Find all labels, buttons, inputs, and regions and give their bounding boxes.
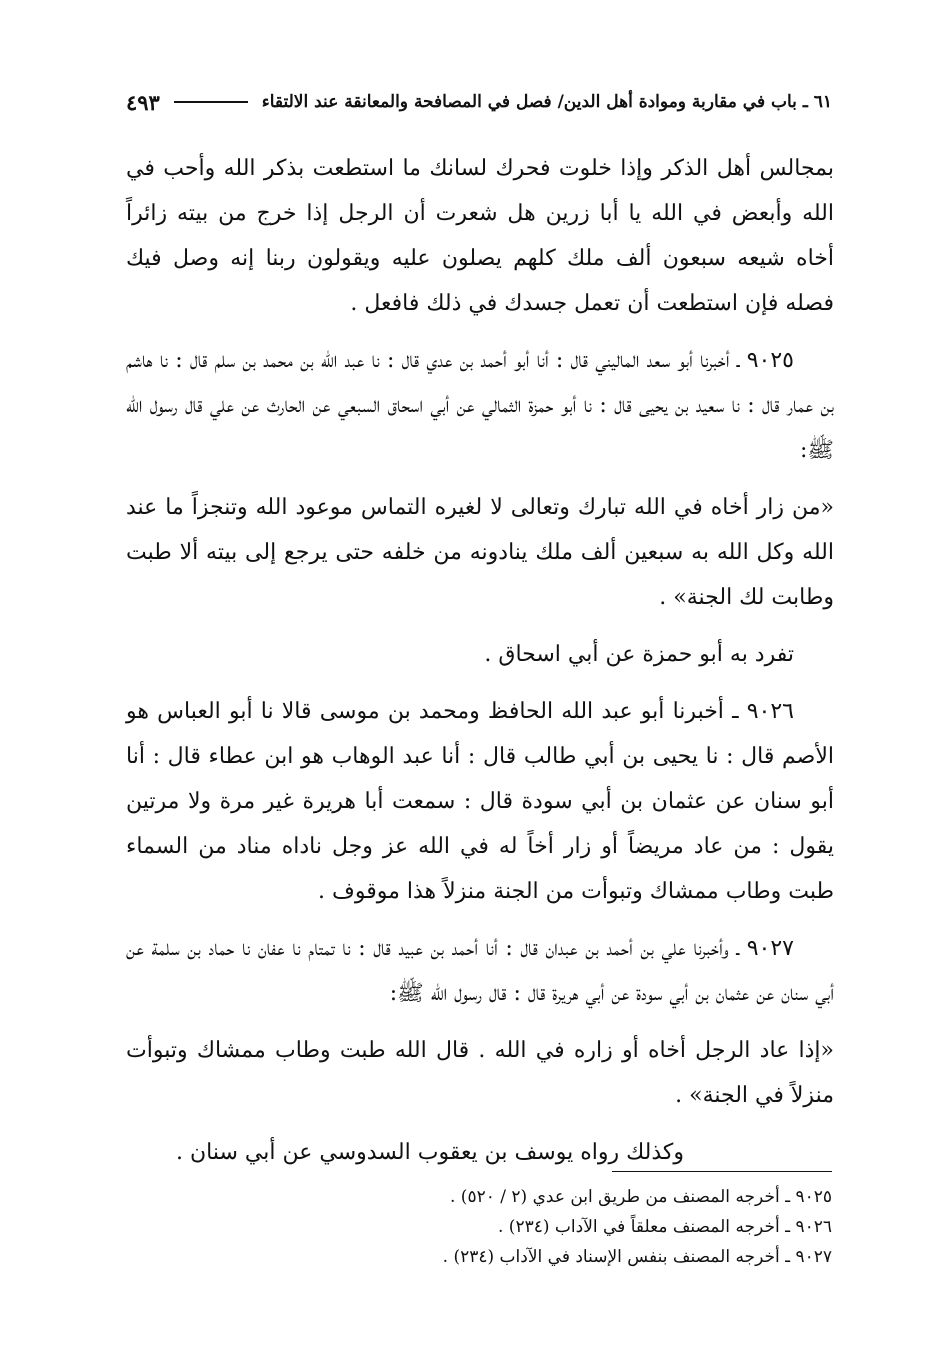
hadith-9026: ٩٠٢٦ ـ أخبرنا أبو عبد الله الحافظ ومحمد بن موسى قالا نا أبو العباس هو الأصم قال : نا يحيى بن أبي طالب قال : أنا عبد الوهاب هو ابن عطاء قال : أنا أبو سنان عن عثمان بن أبي سودة قال : سمعت أبا هريرة غير مرة ولا مرتين يقول : من عاد مريضاً أو زار أخاً له في الله عز وجل ناداه مناد من السماء طبت وطاب ممشاك وتبوأت من الجنة منزلاً هذا موقوف . (126, 699, 834, 904)
paragraph-continuation: بمجالس أهل الذكر وإذا خلوت فحرك لسانك ما استطعت بذكر الله وأحب في الله وأبعض في الله يا أبا زرين هل شعرت أن الرجل إذا خرج من بيته زائراً أخاه شيعه سبعون ألف ملك كلهم يصلون عليه ويقولون ربنا إنه وصل فيك فصله فإن استطعت أن تعمل جسدك في ذلك فافعل . (126, 156, 834, 316)
page-number: ٤٩٣ (126, 89, 160, 115)
hadith-9025-note: تفرد به أبو حمزة عن أبي اسحاق . (484, 642, 794, 667)
main-text (126, 146, 834, 1187)
running-head-title: ٦١ ـ باب في مقاربة وموادة أهل الدين/ فصل في المصافحة والمعانقة عند الالتقاء (261, 92, 832, 112)
hadith-9027-note: وكذلك رواه يوسف بن يعقوب السدوسي عن أبي سنان . (176, 1140, 684, 1165)
footnote-9025: ٩٠٢٥ ـ أخرجه المصنف من طريق ابن عدي (٢ / ٥٢٠) . (450, 1187, 832, 1207)
hadith-9027-isnad: ٩٠٢٧ ـ وأخبرنا علي بن أحمد بن عبدان قال : أنا أحمد بن عبيد قال : نا تمتام نا عفان نا حماد بن سلمة عن أبي سنان عن عثمان بن أبي سودة عن أبي هريرة قال : قال رسول الله ﷺ: (126, 936, 834, 1006)
footnote-divider (612, 1171, 832, 1172)
running-head-rule (174, 101, 248, 103)
hadith-9025-matn: «من زار أخاه في الله تبارك وتعالى لا لغيره التماس موعود الله وتنجزاً ما عند الله وكل الله به سبعين ألف ملك ينادونه من خلفه حتى يرجع إلى بيته ألا طبت وطابت لك الجنة» . (126, 495, 834, 610)
hadith-9025-isnad: ٩٠٢٥ ـ أخبرنا أبو سعد الماليني قال : أنا أبو أحمد بن عدي قال : نا عبد الله بن محمد بن سلم قال : نا هاشم بن عمار قال : نا سعيد بن يحيى قال : نا أبو حمزة الثمالي عن أبي اسحاق السبعي عن الحارث عن علي قال رسول الله ﷺ: (126, 348, 834, 463)
running-head (126, 86, 832, 118)
footnote-9026: ٩٠٢٦ ـ أخرجه المصنف معلقاً في الآداب (٢٣٤) . (498, 1217, 832, 1237)
footnote-9027: ٩٠٢٧ ـ أخرجه المصنف بنفس الإسناد في الآداب (٢٣٤) . (442, 1247, 832, 1267)
footnotes (132, 1182, 832, 1272)
hadith-9027-matn: «إذا عاد الرجل أخاه أو زاره في الله . قال الله طبت وطاب ممشاك وتبوأت منزلاً في الجنة» . (126, 1038, 834, 1108)
